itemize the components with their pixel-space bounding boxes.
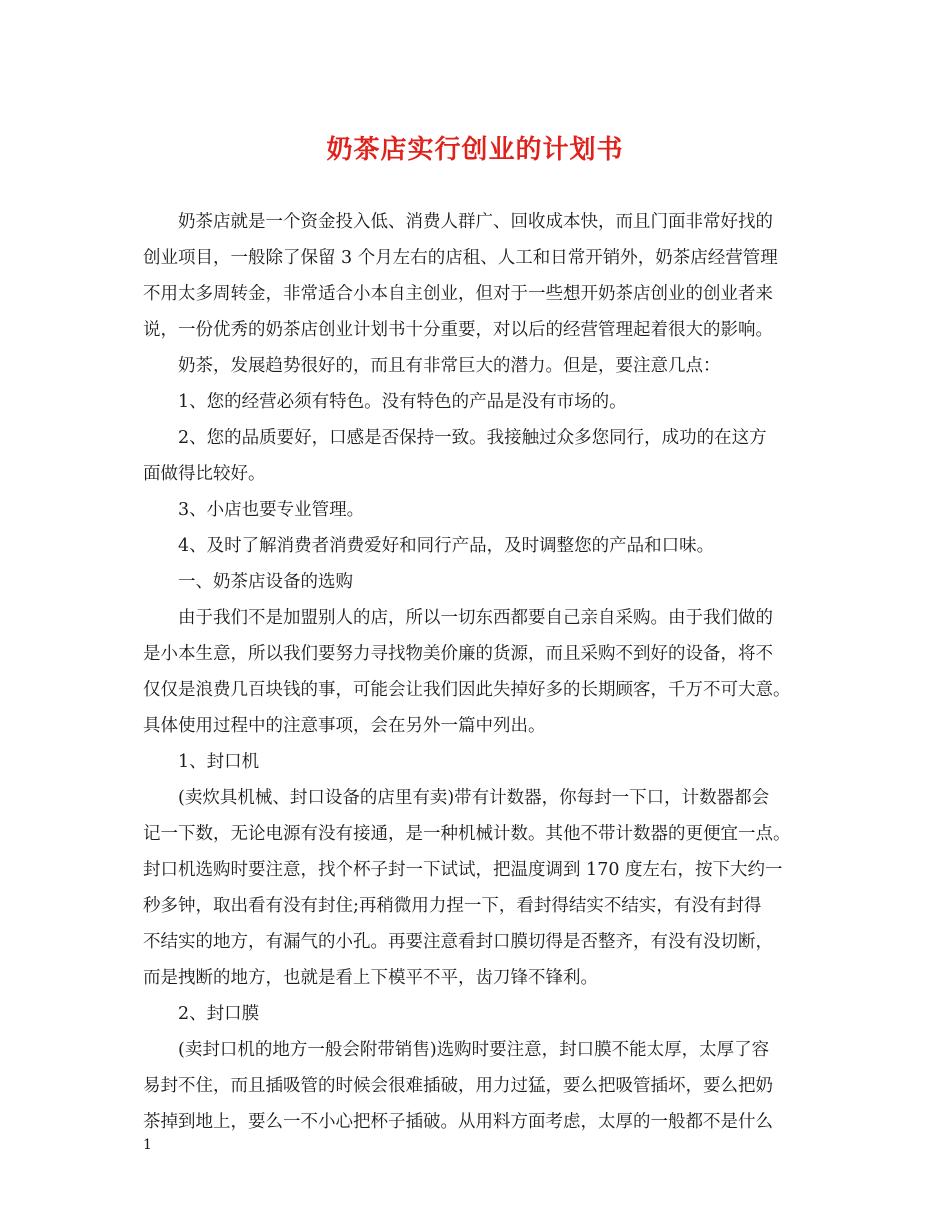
text-line: 2、封口膜 [178,1004,260,1024]
document-body [143,204,823,1140]
text-line: 记一下数，无论电源有没有接通，是一种机械计数。其他不带计数器的更便宜一点。 [143,824,791,844]
text-line: (卖封口机的地方一般会附带销售)选购时要注意，封口膜不能太厚，太厚了容 [178,1040,770,1060]
text-line: 1、您的经营必须有特色。没有特色的产品是没有市场的。 [178,392,627,412]
text-line: 茶掉到地上，要么一不小心把杯子插破。从用料方面考虑，太厚的一般都不是什么 [143,1112,773,1132]
text-line: 面做得比较好。 [143,464,266,484]
text-line: 秒多钟，取出看有没有封住;再稍微用力捏一下，看封得结实不结实，有没有封得 [143,896,762,916]
text-line: 4、及时了解消费者消费爱好和同行产品，及时调整您的产品和口味。 [178,536,715,556]
text-line: 由于我们不是加盟别人的店，所以一切东西都要自己亲自采购。由于我们做的 [178,608,773,628]
text-line: 2、您的品质要好，口感是否保持一致。我接触过众多您同行，成功的在这方 [178,428,767,448]
text-line: 创业项目，一般除了保留 3 个月左右的店租、人工和日常开销外，奶茶店经营管理 [143,248,778,268]
document-title: 奶茶店实行创业的计划书 [326,135,624,165]
text-line: 一、奶茶店设备的选购 [178,572,353,592]
text-line: 奶茶，发展趋势很好的，而且有非常巨大的潜力。但是，要注意几点： [178,356,721,376]
text-line: 易封不住，而且插吸管的时候会很难插破，用力过猛，要么把吸管插坏，要么把奶 [143,1076,773,1096]
text-line: 说，一份优秀的奶茶店创业计划书十分重要，对以后的经营管理起着很大的影响。 [143,320,773,340]
text-line: 而是拽断的地方，也就是看上下模平不平，齿刀锋不锋利。 [143,968,598,988]
text-line: (卖炊具机械、封口设备的店里有卖)带有计数器，你每封一下口，计数器都会 [178,788,770,808]
text-line: 3、小店也要专业管理。 [178,500,365,520]
text-line: 仅仅是浪费几百块钱的事，可能会让我们因此失掉好多的长期顾客，千万不可大意。 [143,680,791,700]
text-line: 是小本生意，所以我们要努力寻找物美价廉的货源，而且采购不到好的设备，将不 [143,644,773,664]
page-number: 1 [143,1137,152,1153]
text-line: 具体使用过程中的注意事项，会在另外一篇中列出。 [143,716,546,736]
text-line: 封口机选购时要注意，找个杯子封一下试试，把温度调到 170 度左右，按下大约一 [143,860,783,880]
text-line: 奶茶店就是一个资金投入低、消费人群广、回收成本快，而且门面非常好找的 [178,212,773,232]
text-line: 不用太多周转金，非常适合小本自主创业，但对于一些想开奶茶店创业的创业者来 [143,284,773,304]
text-line: 1、封口机 [178,752,260,772]
text-line: 不结实的地方，有漏气的小孔。再要注意看封口膜切得是否整齐，有没有没切断， [143,932,773,952]
